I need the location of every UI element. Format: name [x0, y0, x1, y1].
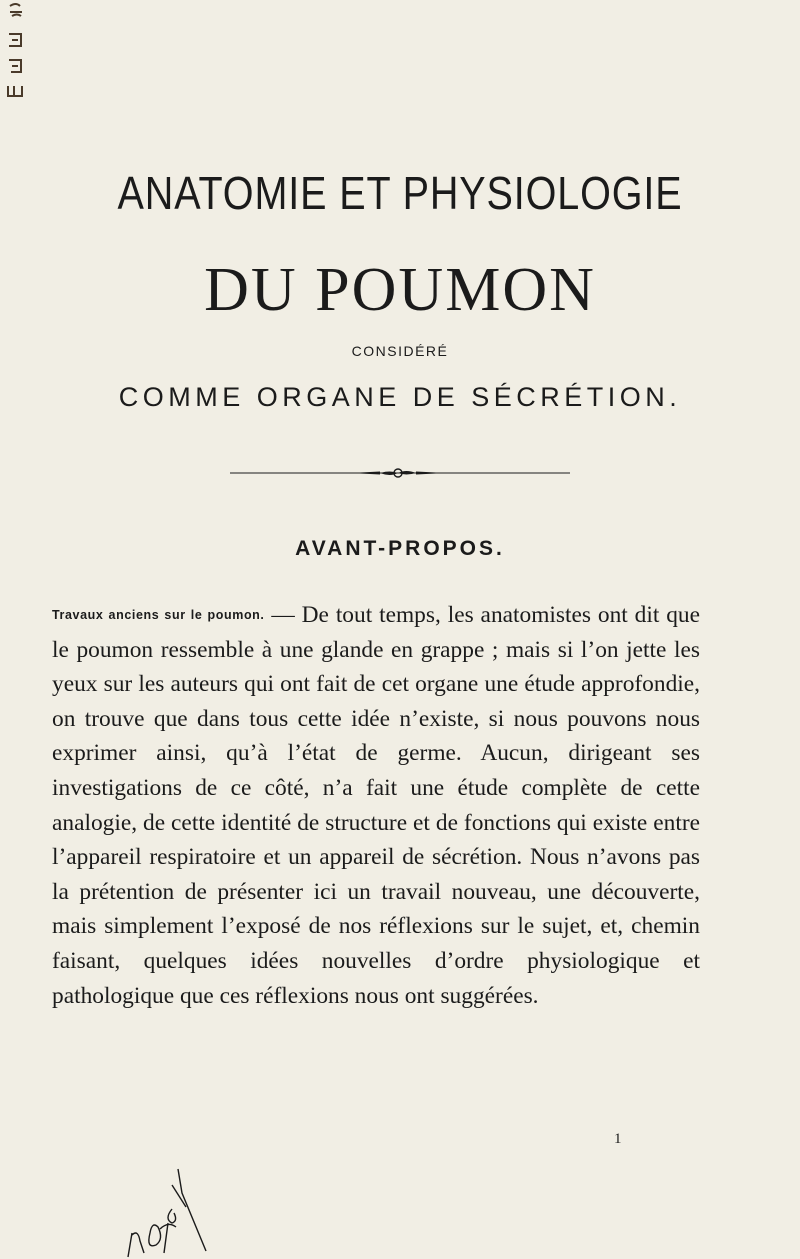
title-line-2: DU POUMON [204, 256, 596, 324]
lead-dash: — [264, 602, 302, 628]
subtitle-large: COMME ORGANE DE SÉCRÉTION. [118, 382, 682, 412]
subtitle-small: CONSIDÉRÉ [351, 343, 449, 359]
body-paragraph [52, 598, 700, 1013]
margin-stamp-marks [4, 0, 34, 110]
page-number: 1 [614, 1131, 622, 1147]
body-text: De tout temps, les anatomistes ont dit que le poumon ressemble à une glande en grappe ; mais si l’on jette les yeux sur les auteurs qui ont fait de cet organe une étude approfondie, on trouve que dans tous cette idée n’existe, si nous pouvons nous exprimer ainsi, qu’à l’état de germe. Aucun, dirigeant ses investigations de ce côté, n’a fait une étude complète de cette analogie, de cette identité de structure et de fonctions qui existe entre l’appareil respiratoire et un appareil de sécrétion. Nous n’avons pas la prétention de présenter ici un travail nouveau, une découverte, mais simplement l’exposé de nos réflexions sur le sujet, et, chemin faisant, quelques idées nouvelles d’ordre physiologique et pathologique que ces réflexions nous ont suggérées. [52, 602, 700, 1009]
lead-label: Travaux anciens sur le poumon. [52, 608, 265, 622]
title-line-1: ANATOMIE ET PHYSIOLOGIE [117, 167, 683, 219]
ornamental-divider [230, 465, 570, 481]
handwritten-mark [120, 1163, 230, 1259]
section-heading: AVANT-PROPOS. [295, 537, 505, 560]
